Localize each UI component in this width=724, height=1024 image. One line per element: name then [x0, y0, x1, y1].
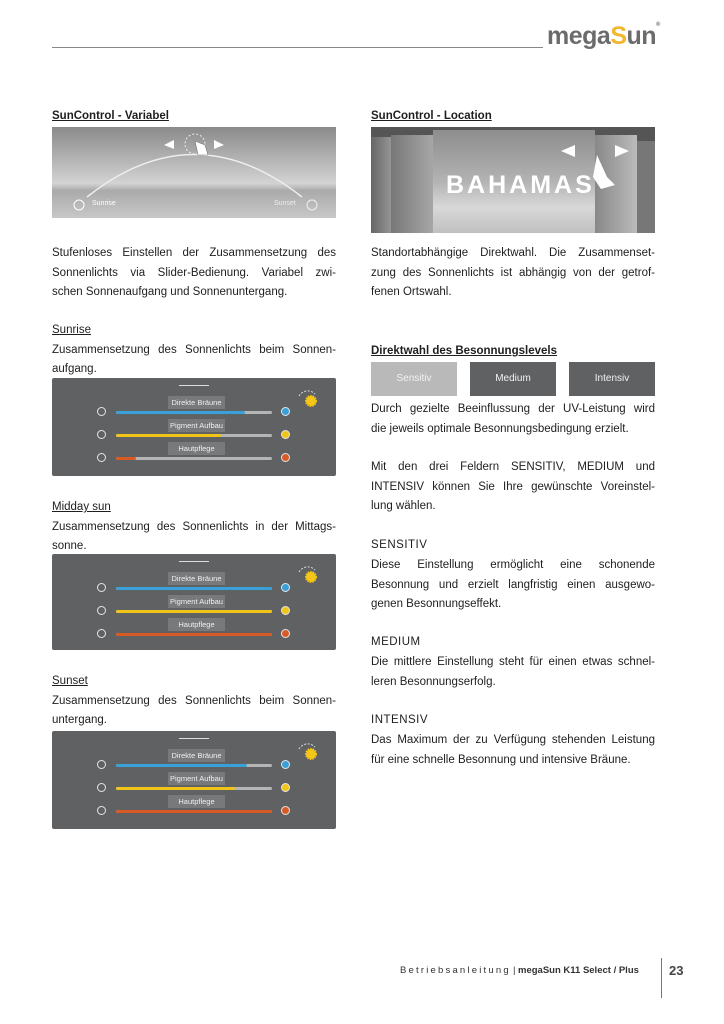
text-line: Zusammensetzung des Sonnenlichts beim Sonnen-	[52, 343, 336, 356]
text-line: Mit den drei Feldern SENSITIV, MEDIUM und	[371, 461, 655, 473]
megasun-logo: megaSun®	[547, 22, 660, 50]
slider-label: Direkte Bräune	[168, 572, 225, 585]
suncontrol-location-image	[371, 127, 655, 233]
slider-label: Pigment Aufbau	[168, 772, 225, 785]
min-circle-icon[interactable]	[97, 430, 106, 439]
slider-track[interactable]	[116, 434, 272, 437]
header-rule	[52, 47, 543, 48]
slider-fill	[116, 633, 272, 636]
text-line: Zusammensetzung des Sonnenlichts in der Mittags-	[52, 520, 336, 533]
text-line: Besonnung und erzielt langfristig einen ausgewo-	[371, 578, 655, 591]
sensitiv-button[interactable]: Sensitiv	[371, 362, 457, 396]
slider-track[interactable]	[116, 457, 272, 460]
location-description	[371, 244, 655, 303]
slider-fill	[116, 764, 247, 767]
text-line: zung des Sonnenlichts ist abhängig von der getrof-	[371, 266, 655, 279]
slider-track[interactable]	[116, 787, 272, 790]
text-line: schen Sonnenaufgang und Sonnenuntergang.	[52, 286, 288, 298]
footer-divider	[661, 958, 662, 998]
medium-button[interactable]: Medium	[470, 362, 556, 396]
uv-paragraph	[371, 400, 655, 439]
min-circle-icon[interactable]	[97, 629, 106, 638]
slider-track[interactable]	[116, 633, 272, 636]
text-line: Sonnenlichts via Slider-Bedienung. Variabel zwi-	[52, 266, 336, 279]
medium-text	[371, 653, 655, 692]
section-text	[52, 341, 336, 380]
sun-icon	[296, 388, 318, 410]
max-circle-icon[interactable]	[281, 629, 290, 638]
max-circle-icon[interactable]	[281, 583, 290, 592]
section-title: Midday sun	[52, 501, 111, 513]
sun-icon	[296, 741, 318, 763]
text-line: die jeweils optimale Besonnungsbedingung erzielt.	[371, 422, 629, 435]
medium-title: MEDIUM	[371, 636, 421, 648]
slider-label: Direkte Bräune	[168, 396, 225, 409]
min-circle-icon[interactable]	[97, 606, 106, 615]
max-circle-icon[interactable]	[281, 760, 290, 769]
slider-label: Hautpflege	[168, 618, 225, 631]
max-circle-icon[interactable]	[281, 806, 290, 815]
slider-panel	[52, 731, 336, 829]
direktwahl-heading: Direktwahl des Besonnungslevels	[371, 345, 557, 357]
max-circle-icon[interactable]	[281, 430, 290, 439]
slider-track[interactable]	[116, 764, 272, 767]
min-circle-icon[interactable]	[97, 760, 106, 769]
text-line: Diese Einstellung ermöglicht eine schonende	[371, 559, 655, 571]
min-circle-icon[interactable]	[97, 583, 106, 592]
panel-handle[interactable]	[179, 561, 209, 562]
slider-panel	[52, 378, 336, 476]
text-line: leren Besonnungserfolg.	[371, 675, 496, 688]
slider-fill	[116, 610, 272, 613]
section-text	[52, 692, 336, 731]
slider-label: Pigment Aufbau	[168, 419, 225, 432]
suncontrol-variabel-heading: SunControl - Variabel	[52, 110, 169, 122]
slider-fill	[116, 457, 136, 460]
max-circle-icon[interactable]	[281, 783, 290, 792]
slider-label: Pigment Aufbau	[168, 595, 225, 608]
min-circle-icon[interactable]	[97, 407, 106, 416]
text-line: Stufenloses Einstellen der Zusammensetzung des	[52, 247, 336, 259]
text-line: untergang.	[52, 714, 107, 726]
min-circle-icon[interactable]	[97, 453, 106, 462]
intensiv-text	[371, 731, 655, 770]
intensiv-title: INTENSIV	[371, 714, 429, 726]
slider-fill	[116, 411, 245, 414]
sunrise-label: Sunrise	[92, 200, 116, 207]
max-circle-icon[interactable]	[281, 453, 290, 462]
section-title: Sunrise	[52, 324, 91, 336]
footer-separator: |	[513, 965, 516, 976]
section-text	[52, 518, 336, 557]
panel-handle[interactable]	[179, 738, 209, 739]
text-line: Zusammensetzung des Sonnenlichts beim Sonnen-	[52, 694, 336, 707]
text-line: Das Maximum der zu Verfügung stehenden Leistung	[371, 734, 655, 746]
slider-label: Hautpflege	[168, 795, 225, 808]
slider-fill	[116, 810, 272, 813]
slider-label: Direkte Bräune	[168, 749, 225, 762]
max-circle-icon[interactable]	[281, 407, 290, 416]
text-line: sonne.	[52, 540, 87, 552]
slider-track[interactable]	[116, 810, 272, 813]
intensiv-button[interactable]: Intensiv	[569, 362, 655, 396]
min-circle-icon[interactable]	[97, 783, 106, 792]
text-line: aufgang.	[52, 363, 97, 375]
footer-manual: Betriebsanleitung	[400, 965, 511, 976]
slider-track[interactable]	[116, 610, 272, 613]
text-line: fenen Ortswahl.	[371, 286, 452, 298]
text-line: für eine schnelle Besonnung und intensive Bräune.	[371, 753, 631, 766]
location-name: BAHAMAS	[446, 171, 595, 199]
section-title: Sunset	[52, 675, 88, 687]
text-line: lung wählen.	[371, 500, 436, 512]
slider-fill	[116, 587, 272, 590]
sunset-label: Sunset	[274, 200, 296, 207]
fields-paragraph	[371, 458, 655, 517]
text-line: INTENSIV können Sie Ihre gewünschte Voreinstel-	[371, 480, 655, 493]
sun-icon	[296, 564, 318, 586]
slider-track[interactable]	[116, 587, 272, 590]
sensitiv-title: SENSITIV	[371, 539, 428, 551]
variabel-description	[52, 244, 336, 303]
text-line: Die mittlere Einstellung steht für einen etwas schnel-	[371, 656, 655, 668]
slider-panel	[52, 554, 336, 650]
min-circle-icon[interactable]	[97, 806, 106, 815]
slider-label: Hautpflege	[168, 442, 225, 455]
suncontrol-location-heading: SunControl - Location	[371, 110, 492, 122]
sensitiv-text	[371, 556, 655, 615]
text-line: Standortabhängige Direktwahl. Die Zusammenset-	[371, 247, 655, 259]
slider-fill	[116, 787, 235, 790]
page-number: 23	[669, 963, 684, 978]
footer-product: megaSun K11 Select / Plus	[518, 965, 639, 976]
text-line: genen Besonnungseffekt.	[371, 598, 502, 610]
slider-track[interactable]	[116, 411, 272, 414]
suncontrol-variabel-image	[52, 127, 336, 218]
panel-handle[interactable]	[179, 385, 209, 386]
text-line: Durch gezielte Beeinflussung der UV-Leistung wird	[371, 403, 655, 415]
max-circle-icon[interactable]	[281, 606, 290, 615]
slider-fill	[116, 434, 221, 437]
